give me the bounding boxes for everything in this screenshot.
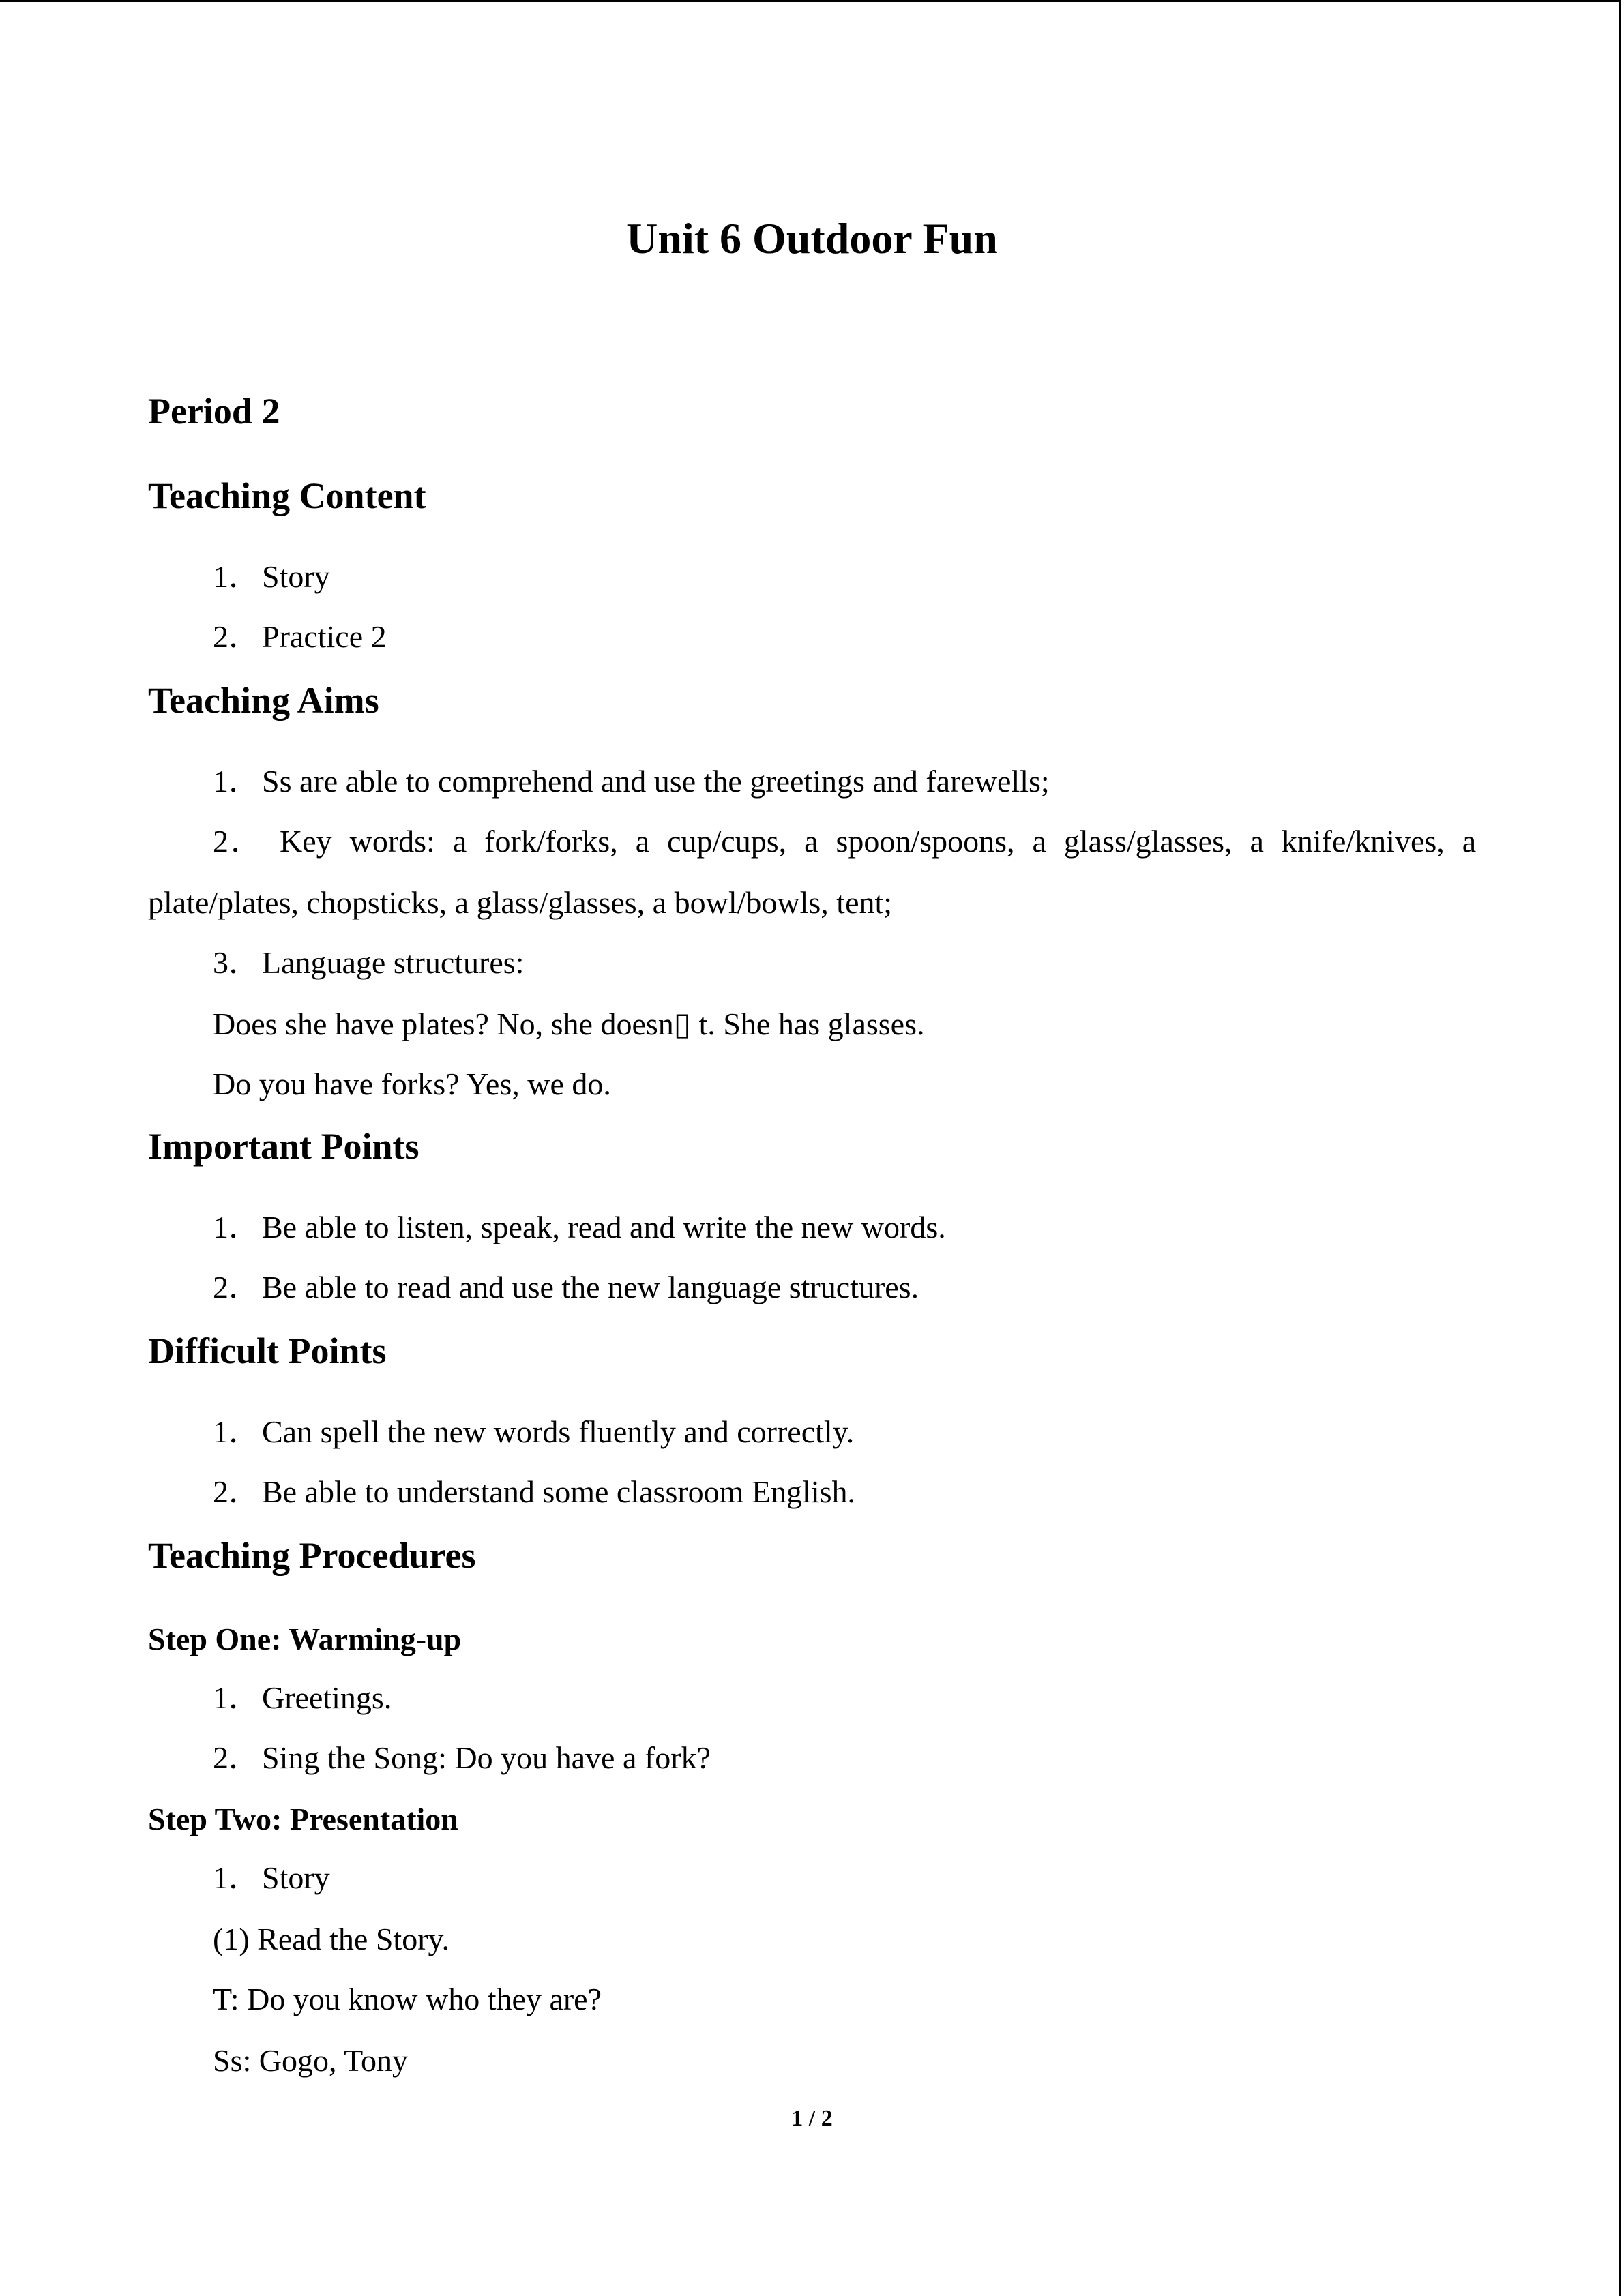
word: a xyxy=(1462,824,1477,859)
step-one-heading: Step One: Warming-up xyxy=(148,1622,462,1656)
list-text: Be able to read and use the new language structures. xyxy=(262,1270,919,1304)
list-item xyxy=(213,556,330,597)
list-number: 1． xyxy=(213,1414,260,1449)
list-text: Sing the Song: Do you have a fork? xyxy=(262,1740,711,1775)
procedure-line: Ss: Gogo, Tony xyxy=(213,2043,409,2078)
word: a xyxy=(1250,824,1264,859)
list-number: 1． xyxy=(213,1860,260,1895)
word: spoon/spoons, xyxy=(836,824,1015,859)
important-points-heading: Important Points xyxy=(148,1126,419,1167)
list-item xyxy=(213,1267,919,1308)
list-item xyxy=(213,616,387,657)
teaching-content-heading: Teaching Content xyxy=(148,475,426,516)
list-item xyxy=(213,942,524,983)
example-sentence: Does she have plates? No, she doesn▯ t. She has glasses. xyxy=(213,1007,925,1041)
period-heading: Period 2 xyxy=(148,391,280,432)
list-number: 2． xyxy=(213,824,262,859)
list-number: 1． xyxy=(213,559,260,594)
word: knife/knives, xyxy=(1281,824,1445,859)
list-text: Be able to listen, speak, read and write the new words. xyxy=(262,1210,946,1244)
list-item xyxy=(213,1472,855,1512)
list-item xyxy=(213,1738,711,1778)
list-number: 2． xyxy=(213,1270,260,1304)
list-item xyxy=(213,1412,854,1452)
procedure-line: T: Do you know who they are? xyxy=(213,1982,602,2016)
step-two-heading: Step Two: Presentation xyxy=(148,1802,458,1836)
word: words: xyxy=(349,824,435,859)
list-item xyxy=(213,1678,392,1718)
list-text: Language structures: xyxy=(262,945,525,980)
word: a xyxy=(452,824,467,859)
teaching-procedures-heading: Teaching Procedures xyxy=(148,1535,476,1576)
difficult-points-heading: Difficult Points xyxy=(148,1330,387,1371)
word: a xyxy=(804,824,818,859)
list-text: Can spell the new words fluently and correctly. xyxy=(262,1414,855,1449)
list-number: 1． xyxy=(213,1210,260,1244)
list-number: 1． xyxy=(213,764,260,799)
list-item xyxy=(213,1858,330,1898)
word: cup/cups, xyxy=(667,824,787,859)
key-words-line-2: plate/plates, chopsticks, a glass/glasses, a bowl/bowls, tent; xyxy=(148,885,893,920)
list-text: Story xyxy=(262,559,330,594)
list-number: 3． xyxy=(213,945,260,980)
list-number: 2． xyxy=(213,1740,260,1775)
word: Key xyxy=(279,824,332,859)
word: a xyxy=(635,824,650,859)
list-text: Story xyxy=(262,1860,330,1895)
word: fork/forks, xyxy=(484,824,618,859)
word: a xyxy=(1032,824,1046,859)
list-text: Be able to understand some classroom English. xyxy=(262,1474,856,1509)
list-number: 2． xyxy=(213,1474,260,1509)
list-text: Ss are able to comprehend and use the greetings and farewells; xyxy=(262,764,1050,799)
list-number: 2． xyxy=(213,619,260,654)
word: glass/glasses, xyxy=(1063,824,1232,859)
key-words-line-1 xyxy=(213,821,1476,862)
teaching-aims-heading: Teaching Aims xyxy=(148,680,379,721)
page-number: 1 / 2 xyxy=(791,2106,833,2131)
list-item xyxy=(213,761,1050,802)
list-number: 1． xyxy=(213,1680,260,1715)
list-text: Greetings. xyxy=(262,1680,392,1715)
list-item xyxy=(213,1207,946,1248)
document-title: Unit 6 Outdoor Fun xyxy=(626,214,998,263)
example-sentence: Do you have forks? Yes, we do. xyxy=(213,1067,611,1101)
list-text: Practice 2 xyxy=(262,619,387,654)
procedure-line: (1) Read the Story. xyxy=(213,1922,450,1956)
